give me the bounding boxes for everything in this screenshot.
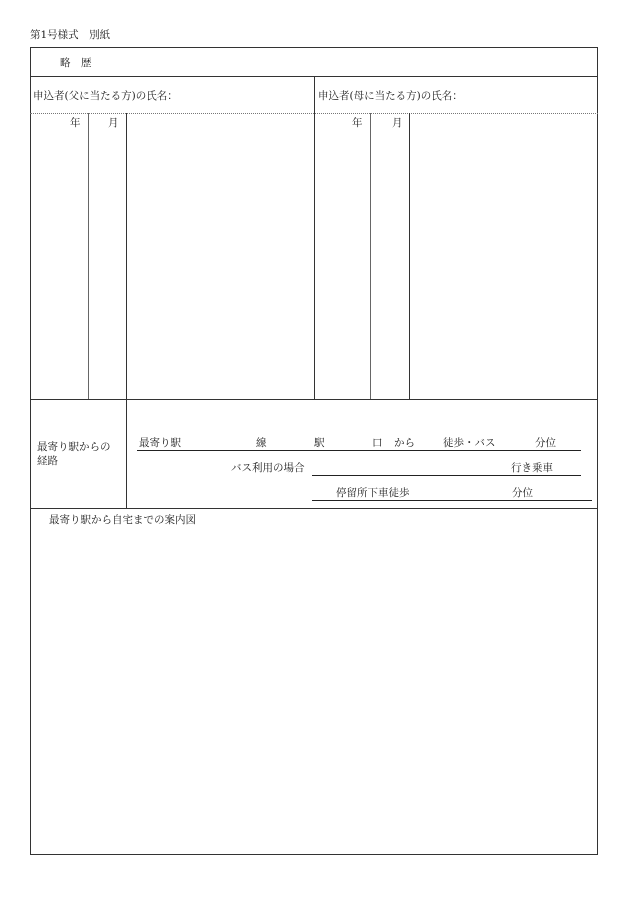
form-id: 第1号様式 別紙: [30, 29, 111, 41]
divider-resume-end: [30, 399, 598, 400]
stop-walk-label: 停留所下車徒歩: [336, 487, 410, 499]
month-header-right: 月: [392, 117, 403, 129]
route-label-line1: 最寄り駅からの: [37, 441, 111, 453]
divider-route-label: [126, 399, 127, 508]
year-header-left: 年: [70, 117, 81, 129]
resume-title: 略 歴: [60, 57, 92, 69]
exit-label: 口: [372, 437, 383, 449]
map-label: 最寄り駅から自宅までの案内図: [49, 514, 196, 526]
year-header-right: 年: [352, 117, 363, 129]
route-line1-underline: [137, 450, 581, 451]
bound-for-label: 行き乗車: [511, 462, 553, 474]
divider-year-month-left: [88, 113, 89, 399]
divider-route-end: [30, 508, 598, 509]
from-label: から: [394, 437, 415, 449]
nearest-station-label: 最寄り駅: [139, 437, 181, 449]
route-label-line2: 経路: [37, 455, 58, 467]
divider-month-content-left: [126, 113, 127, 399]
divider-year-month-right: [370, 113, 371, 399]
minutes2-label: 分位: [512, 487, 533, 499]
minutes-label: 分位: [535, 437, 556, 449]
bus-case-label: バス利用の場合: [231, 462, 305, 474]
mother-name-label: 申込者(母に当たる方)の氏名：: [318, 90, 463, 102]
line-label: 線: [256, 437, 267, 449]
route-line2-underline: [312, 475, 581, 476]
station-label: 駅: [314, 437, 325, 449]
month-header-left: 月: [108, 117, 119, 129]
divider-month-content-right: [409, 113, 410, 399]
route-line3-underline: [312, 500, 592, 501]
walk-bus-label: 徒歩・バス: [443, 437, 496, 449]
divider-center: [314, 76, 315, 399]
father-name-label: 申込者(父に当たる方)の氏名：: [33, 90, 178, 102]
